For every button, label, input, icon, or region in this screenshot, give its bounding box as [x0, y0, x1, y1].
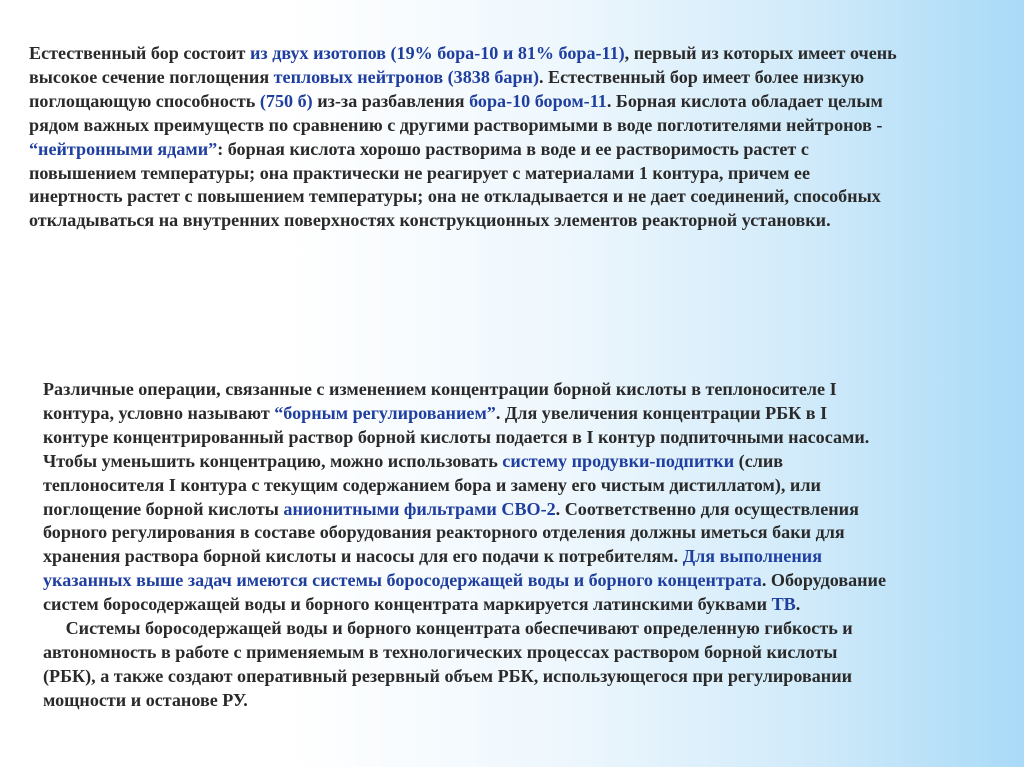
- text-line: [29, 138, 897, 162]
- text-line: [29, 42, 897, 66]
- highlighted-term: систему продувки-подпитки: [502, 450, 735, 471]
- text-line: [29, 66, 897, 90]
- text-run: , первый из которых имеет очень: [624, 43, 897, 63]
- highlighted-term: (750 б): [259, 90, 313, 111]
- text-run: контуре концентрированный раствор борной кислоты подается в I контур подпиточными насосами.: [43, 426, 870, 447]
- highlighted-term: “борным регулированием”: [274, 402, 496, 423]
- text-line: [29, 114, 897, 138]
- text-run: . Оборудование: [761, 570, 887, 591]
- text-run: . Естественный бор имеет более низкую: [539, 66, 865, 87]
- text-run: (слив: [734, 450, 784, 471]
- text-line: [43, 569, 886, 593]
- highlighted-term: указанных выше задач имеются системы боросодержащей воды и борного концентрата: [43, 570, 762, 591]
- text-run: повышением температуры; она практически не реагирует с материалами 1 контура, причем ее: [29, 162, 810, 183]
- text-run: Системы боросодержащей воды и борного концентрата обеспечивают определенную гибкость и: [43, 618, 853, 639]
- text-run: из-за разбавления: [312, 90, 470, 111]
- text-line: [29, 185, 897, 209]
- paragraph-boron-regulation: [43, 378, 886, 713]
- text-line: [43, 641, 886, 665]
- highlighted-term: “нейтронными ядами”: [29, 138, 218, 159]
- text-run: откладываться на внутренних поверхностях конструкционных элементов реакторной установки.: [29, 210, 831, 231]
- text-run: борного регулирования в составе оборудования реакторного отделения должны иметься баки для: [43, 522, 845, 543]
- text-run: . Борная кислота обладает целым: [606, 90, 883, 111]
- highlighted-term: бора-10 бором-11: [469, 90, 607, 111]
- text-run: контура, условно называют: [43, 402, 275, 423]
- text-run: поглощающую способность: [29, 90, 260, 111]
- text-run: : борная кислота хорошо растворима в воде и ее растворимость растет с: [217, 138, 809, 159]
- text-run: . Соответственно для осуществления: [555, 498, 859, 519]
- text-line: [43, 617, 886, 641]
- highlighted-term: анионитными фильтрами СВО-2: [283, 498, 556, 519]
- text-run: мощности и останове РУ.: [43, 689, 248, 710]
- text-line: [43, 450, 886, 474]
- highlighted-term: из двух изотопов (19% бора-10 и 81% бора-11): [249, 43, 625, 63]
- text-run: поглощение борной кислоты: [43, 498, 284, 519]
- text-run: .: [795, 594, 801, 615]
- text-line: [43, 689, 886, 713]
- text-line: [43, 474, 886, 498]
- highlighted-term: тепловых нейтронов (3838 барн): [273, 66, 539, 87]
- text-line: [29, 162, 897, 186]
- text-run: инертность растет с повышением температуры; она не откладывается и не дает соединений, способных: [29, 186, 881, 207]
- text-line: [43, 378, 886, 402]
- text-run: (РБК), а также создают оперативный резервный объем РБК, использующегося при регулировании: [43, 665, 853, 686]
- text-run: высокое сечение поглощения: [29, 66, 274, 87]
- text-line: [43, 498, 886, 522]
- text-run: теплоносителя I контура с текущим содержанием бора и замену его чистым дистиллатом), или: [43, 474, 821, 495]
- text-line: [43, 402, 886, 426]
- text-line: [43, 593, 886, 617]
- text-line: [43, 426, 886, 450]
- text-run: автономность в работе с применяемым в технологических процессах раствором борной кислоты: [43, 641, 838, 662]
- text-line: [43, 545, 886, 569]
- text-line: [29, 90, 897, 114]
- text-line: [43, 665, 886, 689]
- text-run: Различные операции, связанные с изменением концентрации борной кислоты в теплоносителе I: [43, 379, 837, 399]
- highlighted-term: TB: [771, 594, 796, 615]
- text-run: рядом важных преимуществ по сравнению с другими растворимыми в воде поглотителями нейтронов -: [29, 114, 883, 135]
- text-line: [29, 209, 897, 233]
- text-run: Естественный бор состоит: [29, 43, 250, 63]
- text-run: Чтобы уменьшить концентрацию, можно использовать: [43, 450, 503, 471]
- paragraph-natural-boron: [29, 42, 897, 233]
- text-run: хранения раствора борной кислоты и насосы для его подачи к потребителям.: [43, 546, 683, 567]
- highlighted-term: Для выполнения: [682, 546, 822, 567]
- text-line: [43, 521, 886, 545]
- text-run: систем боросодержащей воды и борного концентрата маркируется латинскими буквами: [43, 594, 772, 615]
- text-run: . Для увеличения концентрации РБК в I: [495, 402, 828, 423]
